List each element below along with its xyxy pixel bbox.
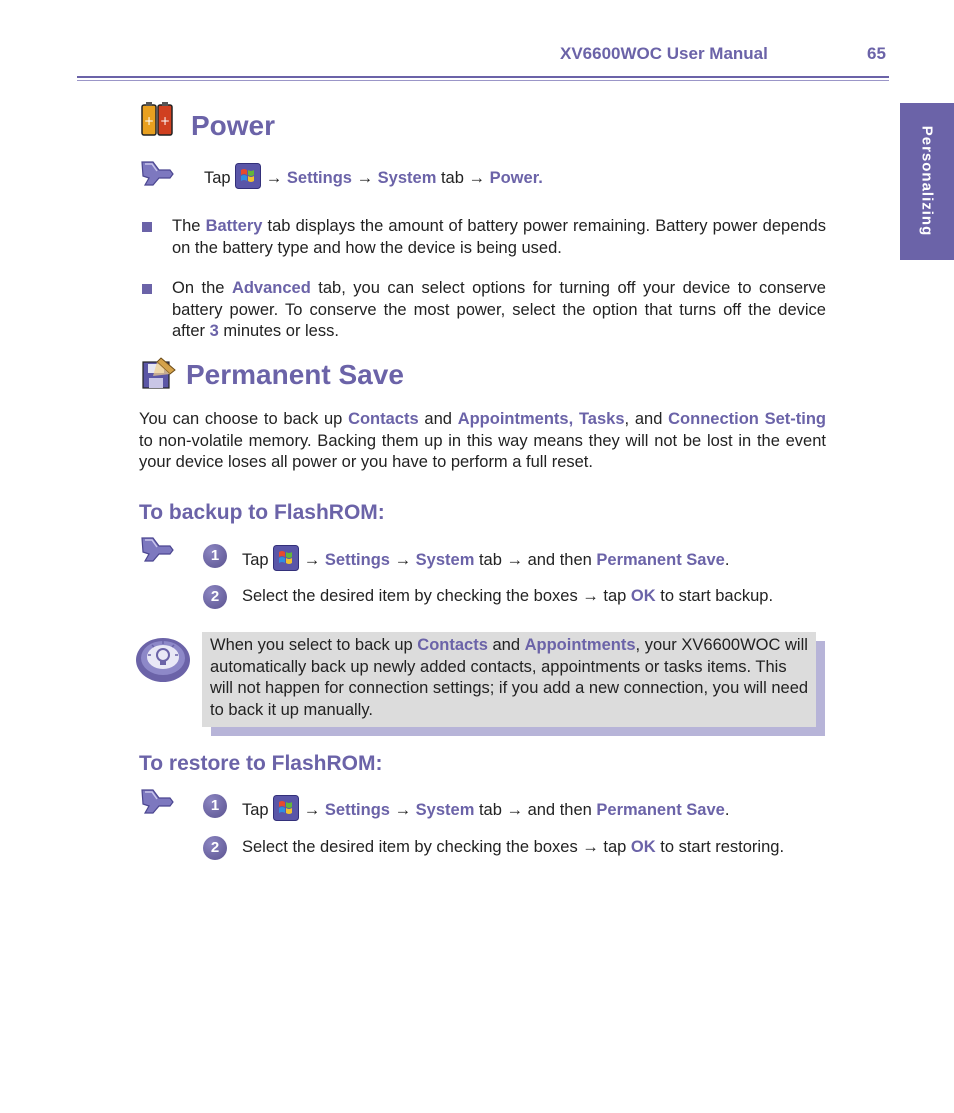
header-rule: [77, 76, 889, 78]
power-link: Power.: [489, 169, 543, 187]
side-tab-label: Personalizing: [918, 125, 936, 237]
section-title-power: Power: [191, 110, 276, 141]
step-number-1: 1: [203, 544, 227, 568]
restore-step-2: Select the desired item by checking the boxes → tap OK to start restoring.: [242, 838, 785, 856]
windows-start-icon[interactable]: [235, 163, 261, 196]
step-number-1: 1: [203, 794, 227, 818]
lightbulb-note-icon: [134, 634, 192, 689]
restore-step-1: Tap → Settings → System tab → and then Permanent Save.: [242, 795, 729, 828]
permanent-save-icon: [139, 356, 179, 397]
system-link: System: [377, 169, 437, 187]
battery-icon: [139, 101, 177, 144]
svg-text:+: +: [159, 114, 171, 128]
windows-start-icon[interactable]: [273, 795, 299, 828]
note-text: When you select to back up Contacts and Appointments, your XV6600WOC will automatically back up newly added contacts, appointments or tasks items. This will not happen for connection settings; if you add a new connection, you will need to back it up manually.: [210, 636, 809, 719]
finger-tap-icon: [139, 786, 175, 821]
backup-step-1: Tap → Settings → System tab → and then Permanent Save.: [242, 545, 729, 578]
battery-tab-paragraph: The Battery tab displays the amount of battery power remaining. Battery power depends on the battery type and how the device is being used.: [172, 217, 826, 257]
svg-text:+: +: [143, 114, 155, 128]
section-title-permanent-save: Permanent Save: [186, 359, 404, 390]
restore-heading: To restore to FlashROM:: [139, 752, 383, 775]
finger-tap-icon: [139, 534, 175, 569]
page-number: 65: [867, 44, 886, 63]
header-title: XV6600WOC User Manual: [560, 44, 768, 63]
section-side-tab[interactable]: [900, 103, 954, 260]
step-number-2: 2: [203, 836, 227, 860]
backup-step-2: Select the desired item by checking the boxes → tap OK to start backup.: [242, 587, 774, 605]
advanced-tab-paragraph: On the Advanced tab, you can select options for turning off your device to conserve battery power. To conserve the most power, select the option that turns off the device after 3 minutes or less.: [172, 279, 826, 340]
backup-heading: To backup to FlashROM:: [139, 501, 385, 524]
power-tap-instruction: Tap → Settings → System tab → Power.: [204, 163, 543, 196]
settings-link: Settings: [286, 169, 352, 187]
windows-start-icon[interactable]: [273, 545, 299, 578]
step-number-2: 2: [203, 585, 227, 609]
bullet-marker: [142, 284, 152, 294]
finger-tap-icon: [139, 158, 175, 193]
bullet-marker: [142, 222, 152, 232]
permanent-save-intro: You can choose to back up Contacts and Appointments, Tasks, and Connection Set-ting to non-volatile memory. Backing them up in this way means they will not be lost in the event your device loses all power or you have to perform a full reset.: [139, 410, 827, 471]
header-rule-thin: [77, 80, 889, 81]
